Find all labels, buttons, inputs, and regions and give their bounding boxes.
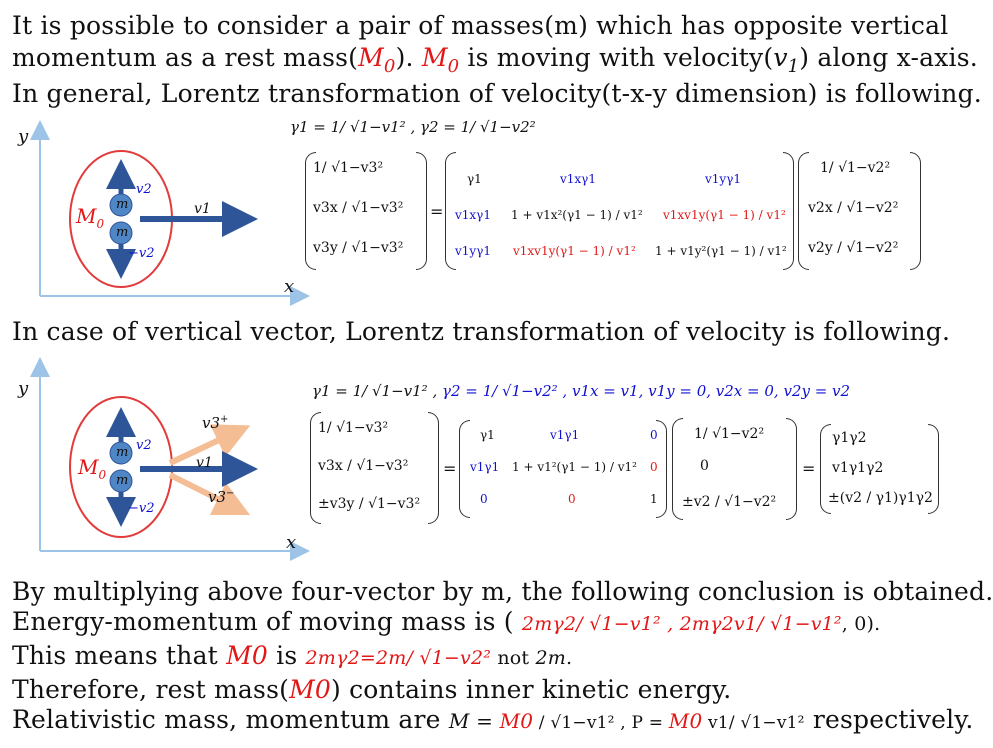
fig1-mass-label: $M_0$ — [76, 204, 105, 231]
fig2-res-0: γ1γ2 — [832, 430, 867, 446]
outro-line-3a: This means that — [12, 641, 227, 670]
fig2-equals-1: = — [443, 459, 457, 478]
fig1-gammas: γ1 = 1/ √1−v1² , γ2 = 1/ √1−v2² — [290, 118, 536, 136]
outro-line-5a: Relativistic mass, momentum are — [12, 705, 449, 734]
fig2-m11: 1 + v1²(γ1 − 1) / v1² — [512, 460, 637, 474]
outro-line-5 — [12, 706, 974, 737]
fig2-matrix-paren-right — [656, 420, 667, 518]
fig1-lhs-2: v3y / √1−v3² — [313, 240, 404, 256]
fig2-v3-plus-label: v3+ — [202, 414, 229, 432]
fig2-mass-label: $M_0$ — [78, 455, 107, 482]
fig2-v2-label: v2 — [136, 438, 152, 453]
fig2-m22: 1 — [650, 492, 658, 506]
intro-line-2b: ). — [395, 43, 422, 72]
mid-line: In case of vertical vector, Lorentz transformation of velocity is following. — [12, 317, 951, 346]
outro-line-3e: 2m — [535, 647, 566, 669]
outro-line-2 — [12, 608, 880, 638]
fig2-m10: v1γ1 — [470, 460, 500, 474]
fig2-m00: γ1 — [480, 428, 495, 442]
fig2-minus-v2-label: −v2 — [128, 501, 155, 516]
outro-line-2c: , 0). — [841, 613, 881, 635]
fig1-minus-v2-label: −v2 — [128, 246, 155, 261]
fig2-vec-2: ±v2 / √1−v2² — [682, 494, 777, 510]
fig1-m-top: m — [116, 197, 129, 212]
fig1-m00: γ1 — [467, 172, 482, 186]
fig2-x-label: x — [286, 532, 297, 553]
fig2-res-1: v1γ1γ2 — [832, 460, 884, 476]
fig1-m22: 1 + v1y²(γ1 − 1) / v1² — [655, 244, 787, 258]
outro-line-3c: 2mγ2=2m/ √1−v2² — [305, 647, 492, 669]
fig1-x-label: x — [284, 276, 295, 297]
fig2-lhs-1: v3x / √1−v3² — [318, 458, 409, 474]
fig1-m11: 1 + v1x²(γ1 − 1) / v1² — [511, 208, 643, 222]
outro-line-4a: Therefore, rest mass( — [12, 675, 290, 704]
fig2-vec-1: 0 — [700, 458, 709, 474]
fig1-rhs-2: v2y / √1−v2² — [808, 240, 899, 256]
fig2-m02: 0 — [650, 428, 658, 442]
fig1-rhs-1: v2x / √1−v2² — [808, 200, 899, 216]
outro-line-4m: M0 — [289, 675, 331, 704]
fig1-lhs-1: v3x / √1−v3² — [313, 200, 404, 216]
m0-symbol: $M_0$ — [358, 43, 396, 77]
outro-line-3m: M0 — [226, 641, 268, 670]
fig1-matrix — [455, 160, 785, 276]
fig2-vec-0: 1/ √1−v2² — [694, 426, 765, 442]
intro-line-2a: momentum as a rest mass( — [12, 43, 359, 72]
fig1-rhs-0: 1/ √1−v2² — [820, 160, 891, 176]
outro-line-5e: M0 — [668, 709, 703, 733]
fig2-vec-paren-right — [786, 418, 797, 520]
fig2-m12: 0 — [650, 460, 658, 474]
intro-line-3: In general, Lorentz transformation of velocity(t-x-y dimension) is following. — [12, 79, 982, 108]
fig1-v2-label: v2 — [136, 182, 152, 197]
outro-line-5c: M0 — [499, 709, 534, 733]
fig1-m12: v1xv1y(γ1 − 1) / v1² — [663, 208, 786, 222]
fig1-m20: v1yγ1 — [455, 244, 491, 258]
fig2-gammas: γ1 = 1/ √1−v1² , γ2 = 1/ √1−v2² , v1x = v1, v1y = 0, v2x = 0, v2y = v2 — [312, 382, 851, 400]
fig2-res-2: ±(v2 / γ1)γ1γ2 — [828, 490, 933, 506]
intro-line-1: It is possible to consider a pair of masses(m) which has opposite vertical — [12, 11, 949, 40]
outro-line-3d: not — [491, 647, 536, 669]
intro-line-2c: is moving with velocity( — [459, 43, 774, 72]
fig2-m21: 0 — [568, 492, 576, 506]
intro-line-2 — [12, 44, 978, 81]
outro-line-3f: . — [566, 647, 573, 669]
fig2-matrix-paren-left — [459, 420, 470, 518]
fig2-lhs-0: 1/ √1−v3² — [318, 420, 389, 436]
fig2-v1-label: v1 — [196, 455, 213, 471]
fig1-equals: = — [430, 202, 444, 221]
fig1-m-bottom: m — [116, 225, 129, 240]
fig1-lhs-paren-right — [416, 152, 427, 270]
outro-line-3b: is — [267, 641, 306, 670]
fig1-m21: v1xv1y(γ1 − 1) / v1² — [513, 244, 636, 258]
outro-line-2a: Energy-momentum of moving mass is ( — [12, 607, 522, 636]
fig2-m20: 0 — [480, 492, 488, 506]
outro-line-4 — [12, 676, 731, 704]
fig2-v3-minus-label: v3− — [208, 488, 235, 506]
fig1-lhs-0: 1/ √1−v3² — [313, 160, 384, 176]
fig2-m-bottom: m — [116, 473, 129, 488]
v1-symbol: $v_1$ — [773, 43, 800, 77]
fig2-m-top: m — [116, 445, 129, 460]
fig1-v1-label: v1 — [194, 201, 211, 217]
outro-line-5f: v1/ √1−v1² — [702, 713, 805, 733]
fig1-m02: v1yγ1 — [705, 172, 741, 186]
fig2-lhs-paren-right — [428, 412, 439, 524]
fig2-m01: v1γ1 — [550, 428, 580, 442]
fig1-m01: v1xγ1 — [560, 172, 596, 186]
outro-line-3 — [12, 642, 572, 672]
outro-line-4b: ) contains inner kinetic energy. — [330, 675, 732, 704]
fig2-lhs-2: ±v3y / √1−v3² — [318, 496, 421, 512]
energy-momentum-expr: 2mγ2/ √1−v1² , 2mγ2v1/ √1−v1² — [521, 613, 842, 635]
fig2-equals-2: = — [802, 459, 816, 478]
fig1-rhs-paren-right — [910, 152, 921, 270]
fig1-y-label: y — [18, 126, 29, 147]
intro-line-2d: ) along x-axis. — [799, 43, 978, 72]
fig2-y-label: y — [18, 378, 29, 399]
outro-line-1: By multiplying above four-vector by m, the following conclusion is obtained. — [12, 577, 993, 606]
outro-line-5d: / √1−v1² , P = — [533, 713, 669, 733]
m0-symbol-2: $M_0$ — [421, 43, 460, 77]
outro-line-5g: respectively. — [804, 705, 974, 734]
outro-line-5b: M = — [448, 709, 500, 733]
fig1-m10: v1xγ1 — [455, 208, 491, 222]
